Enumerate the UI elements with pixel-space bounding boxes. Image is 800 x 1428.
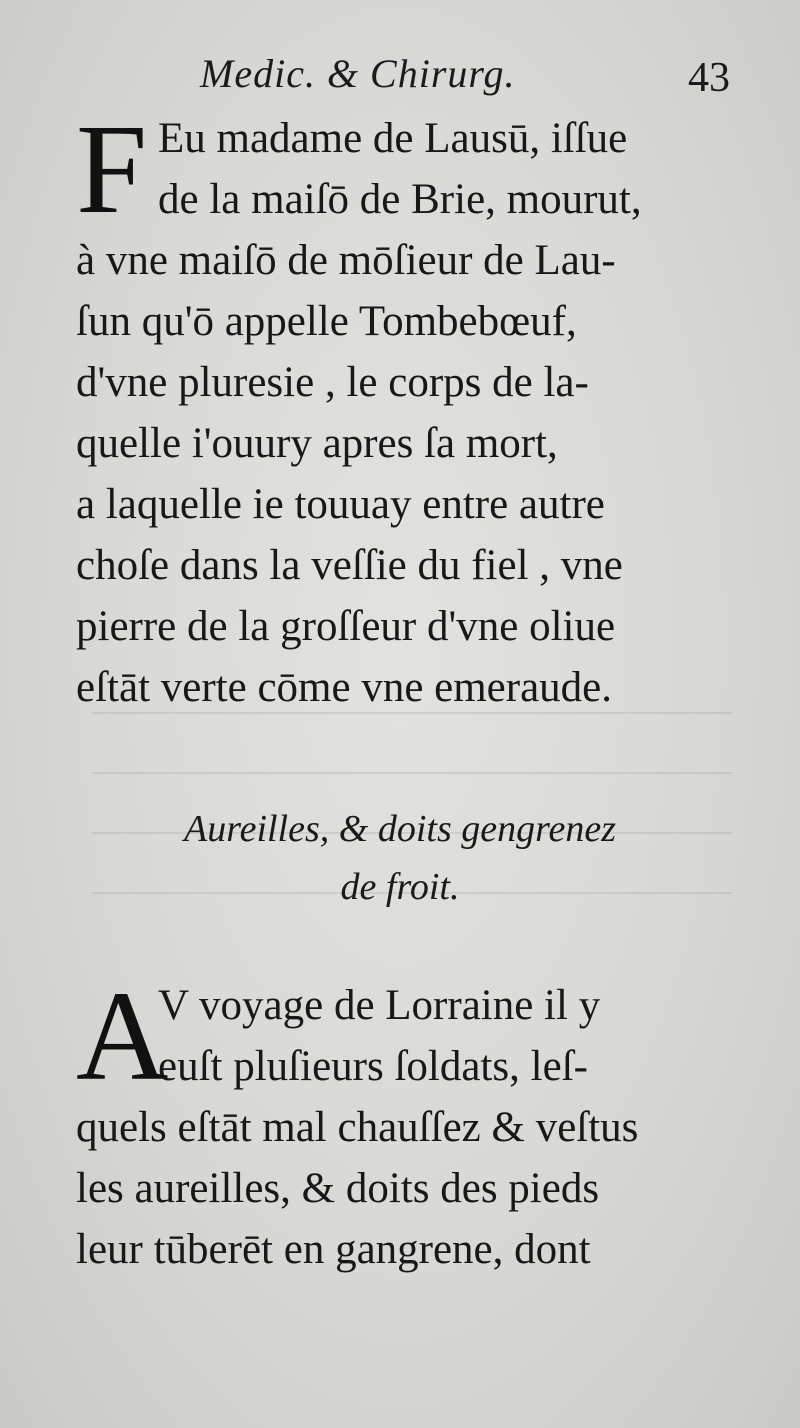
text-line: euſt pluſieurs ſoldats, leſ- — [158, 1043, 588, 1090]
page-number: 43 — [688, 55, 730, 101]
text-line: pierre de la groſſeur d'vne oliue — [76, 603, 616, 650]
running-title: Medic. & Chirurg. — [200, 51, 516, 96]
text-line: eſtāt verte cōme vne emeraude. — [76, 664, 613, 711]
text-line: à vne maiſō de mōſieur de Lau- — [76, 237, 616, 284]
text-line: Eu madame de Lausū, iſſue — [158, 115, 628, 162]
text-line: d'vne pluresie , le corps de la- — [76, 359, 589, 406]
section-heading-line: de froit. — [340, 866, 460, 908]
text-line: quels eſtāt mal chauſſez & veſtus — [76, 1104, 639, 1151]
text-line: leur tūberēt en gangrene, dont — [76, 1226, 591, 1273]
paragraph-lorraine — [76, 965, 744, 1280]
paragraph-lausun — [76, 98, 744, 718]
section-heading — [0, 800, 800, 916]
text-line: quelle i'ouury apres ſa mort, — [76, 420, 558, 467]
drop-cap-f: F — [76, 98, 148, 240]
text-line: choſe dans la veſſie du fiel , vne — [76, 542, 623, 589]
drop-cap-a: A — [76, 965, 169, 1107]
text-line: les aureilles, & doits des pieds — [76, 1165, 600, 1212]
section-heading-line: Aureilles, & doits gengrenez — [183, 808, 616, 850]
text-line: ſun qu'ō appelle Tombebœuf, — [76, 298, 577, 345]
text-line: de la maiſō de Brie, mourut, — [158, 176, 642, 223]
text-line: a laquelle ie touuay entre autre — [76, 481, 605, 528]
text-line: V voyage de Lorraine il y — [158, 982, 601, 1029]
